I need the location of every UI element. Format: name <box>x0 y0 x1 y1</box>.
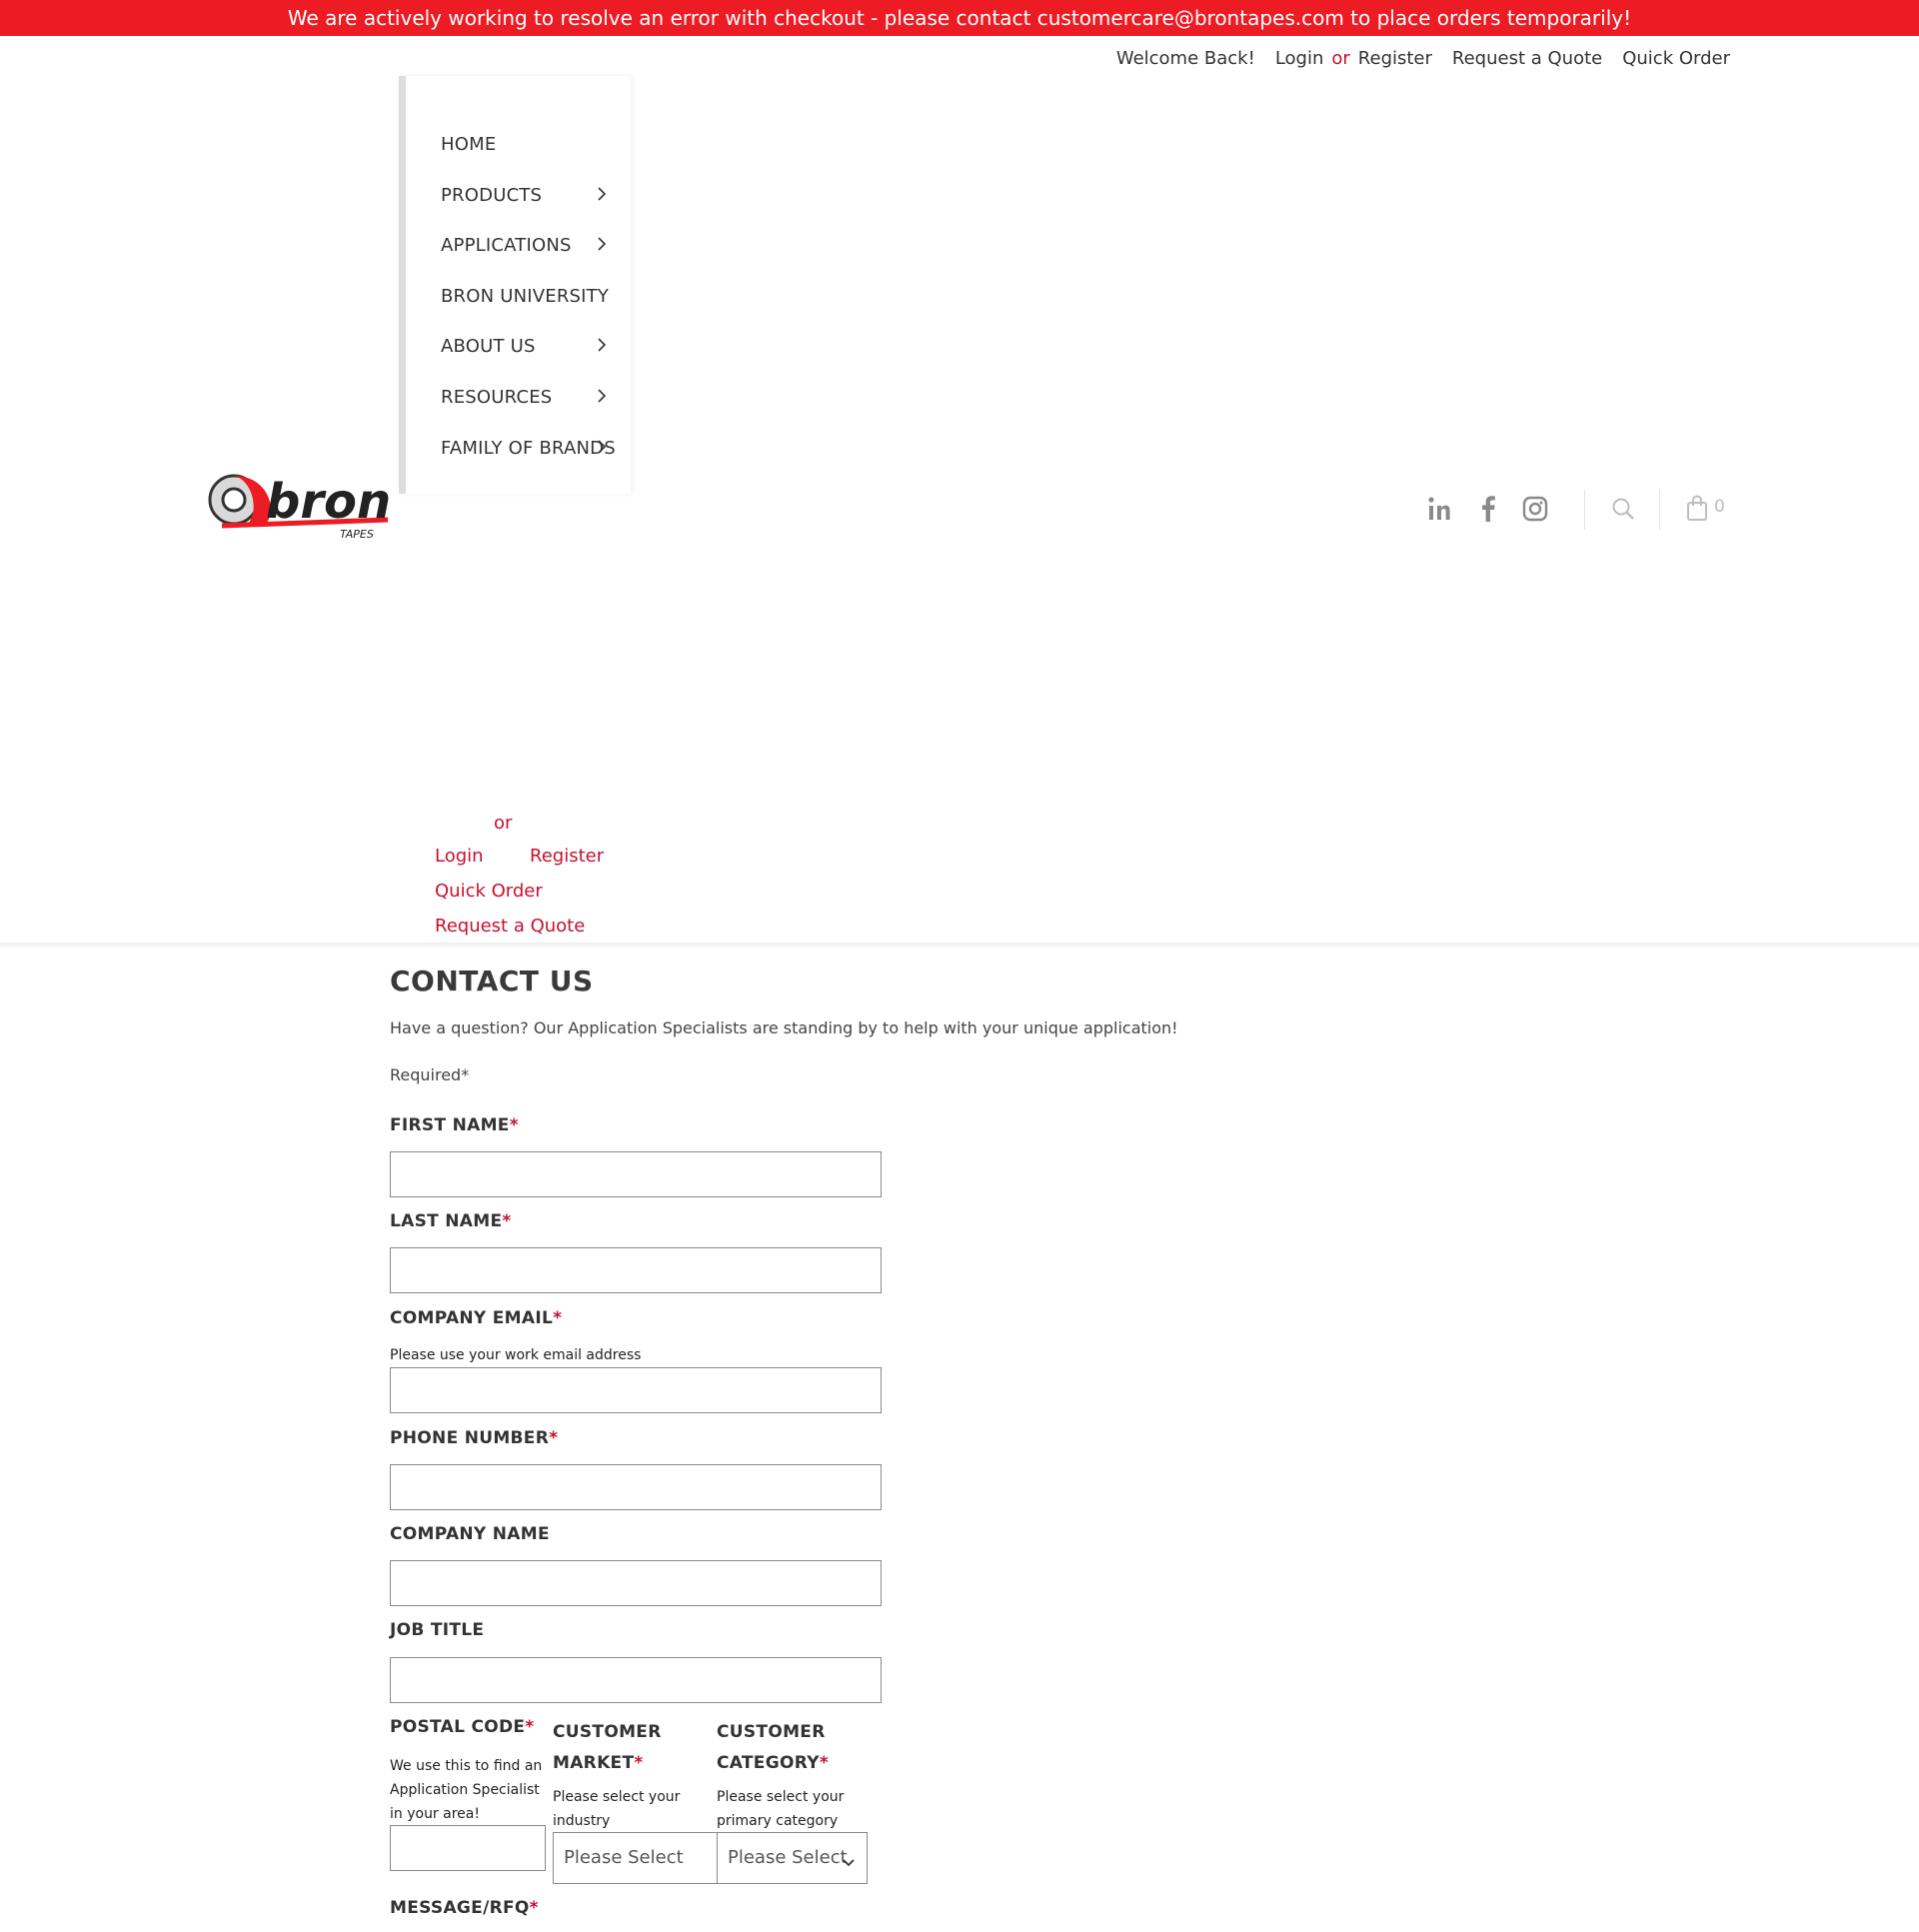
company-email-field[interactable] <box>390 1367 882 1413</box>
welcome-text: Welcome Back! <box>1115 47 1255 69</box>
customer-market-hint: Please select your industry <box>553 1789 681 1829</box>
logo-subtext: TAPES <box>340 528 374 541</box>
nav-item-applications[interactable]: APPLICATIONS <box>441 235 572 256</box>
main-nav-menu <box>399 76 631 494</box>
header-divider <box>1659 490 1660 530</box>
mobile-or-text: or <box>494 813 513 834</box>
top-register-link[interactable]: Register <box>1357 47 1432 69</box>
chevron-right-icon[interactable] <box>595 389 609 403</box>
postal-code-label: POSTAL CODE* <box>390 1717 535 1737</box>
instagram-icon[interactable] <box>1522 494 1548 524</box>
top-login-link[interactable]: Login <box>1274 47 1324 69</box>
header-divider <box>1584 490 1585 530</box>
customer-category-hint: Please select your primary category <box>717 1789 845 1829</box>
nav-item-bron-university[interactable]: BRON UNIVERSITY <box>441 286 610 307</box>
nav-item-products[interactable]: PRODUCTS <box>441 185 543 206</box>
search-icon[interactable] <box>1611 494 1635 524</box>
job-title-field[interactable] <box>390 1657 882 1703</box>
message-label: MESSAGE/RFQ* <box>390 1898 539 1918</box>
phone-number-field[interactable] <box>390 1464 882 1510</box>
phone-number-label: PHONE NUMBER* <box>390 1428 559 1448</box>
postal-code-hint: We use this to find an Application Specialist in your area! <box>390 1758 543 1822</box>
nav-item-home[interactable]: HOME <box>441 134 497 155</box>
top-utility-links <box>1116 46 1730 70</box>
required-note: Required* <box>390 1065 470 1084</box>
company-email-label: COMPANY EMAIL* <box>390 1308 563 1328</box>
header-bottom-shadow <box>0 943 1919 949</box>
chevron-right-icon[interactable] <box>595 237 609 251</box>
mobile-login-link[interactable]: Login <box>435 846 484 867</box>
page-title: CONTACT US <box>390 965 594 997</box>
facebook-icon[interactable] <box>1478 494 1498 524</box>
postal-code-field[interactable] <box>390 1825 546 1871</box>
customer-market-select[interactable]: Please Select <box>553 1832 718 1884</box>
mobile-request-quote-link[interactable]: Request a Quote <box>435 916 586 937</box>
mobile-register-link[interactable]: Register <box>530 846 605 867</box>
company-name-field[interactable] <box>390 1560 882 1606</box>
last-name-field[interactable] <box>390 1247 882 1293</box>
nav-item-about-us[interactable]: ABOUT US <box>441 336 536 357</box>
chevron-right-icon[interactable] <box>595 187 609 201</box>
company-name-label: COMPANY NAME <box>390 1524 550 1544</box>
chevron-down-icon[interactable] <box>842 1858 856 1868</box>
logo-wordmark: bron <box>266 474 392 530</box>
chevron-right-icon[interactable] <box>595 440 609 454</box>
first-name-label: FIRST NAME* <box>390 1115 519 1135</box>
top-request-quote-link[interactable]: Request a Quote <box>1451 47 1603 69</box>
top-or-text: or <box>1331 47 1350 69</box>
first-name-field[interactable] <box>390 1151 882 1197</box>
nav-item-resources[interactable]: RESOURCES <box>441 387 553 408</box>
company-email-hint: Please use your work email address <box>390 1347 642 1363</box>
customer-category-selected: Please Select <box>728 1847 848 1868</box>
customer-category-label: CUSTOMER CATEGORY* <box>717 1722 830 1773</box>
tape-roll-logo-icon <box>208 470 394 542</box>
job-title-label: JOB TITLE <box>390 1620 485 1640</box>
chevron-right-icon[interactable] <box>595 338 609 352</box>
top-quick-order-link[interactable]: Quick Order <box>1622 47 1730 69</box>
nav-item-family-of-brands[interactable]: FAMILY OF BRANDS <box>441 438 616 459</box>
last-name-label: LAST NAME* <box>390 1211 512 1231</box>
bron-logo[interactable] <box>208 470 394 542</box>
page-intro: Have a question? Our Application Specialists are standing by to help with your unique application! <box>390 1018 1178 1037</box>
announcement-bar: We are actively working to resolve an error with checkout - please contact customercare@brontapes.com to place orders temporarily! <box>0 0 1919 36</box>
shopping-bag-icon[interactable] <box>1685 494 1709 524</box>
customer-market-label: CUSTOMER MARKET* <box>553 1722 662 1773</box>
cart-count: 0 <box>1714 497 1725 517</box>
linkedin-icon[interactable] <box>1427 494 1451 524</box>
mobile-quick-order-link[interactable]: Quick Order <box>435 881 543 902</box>
